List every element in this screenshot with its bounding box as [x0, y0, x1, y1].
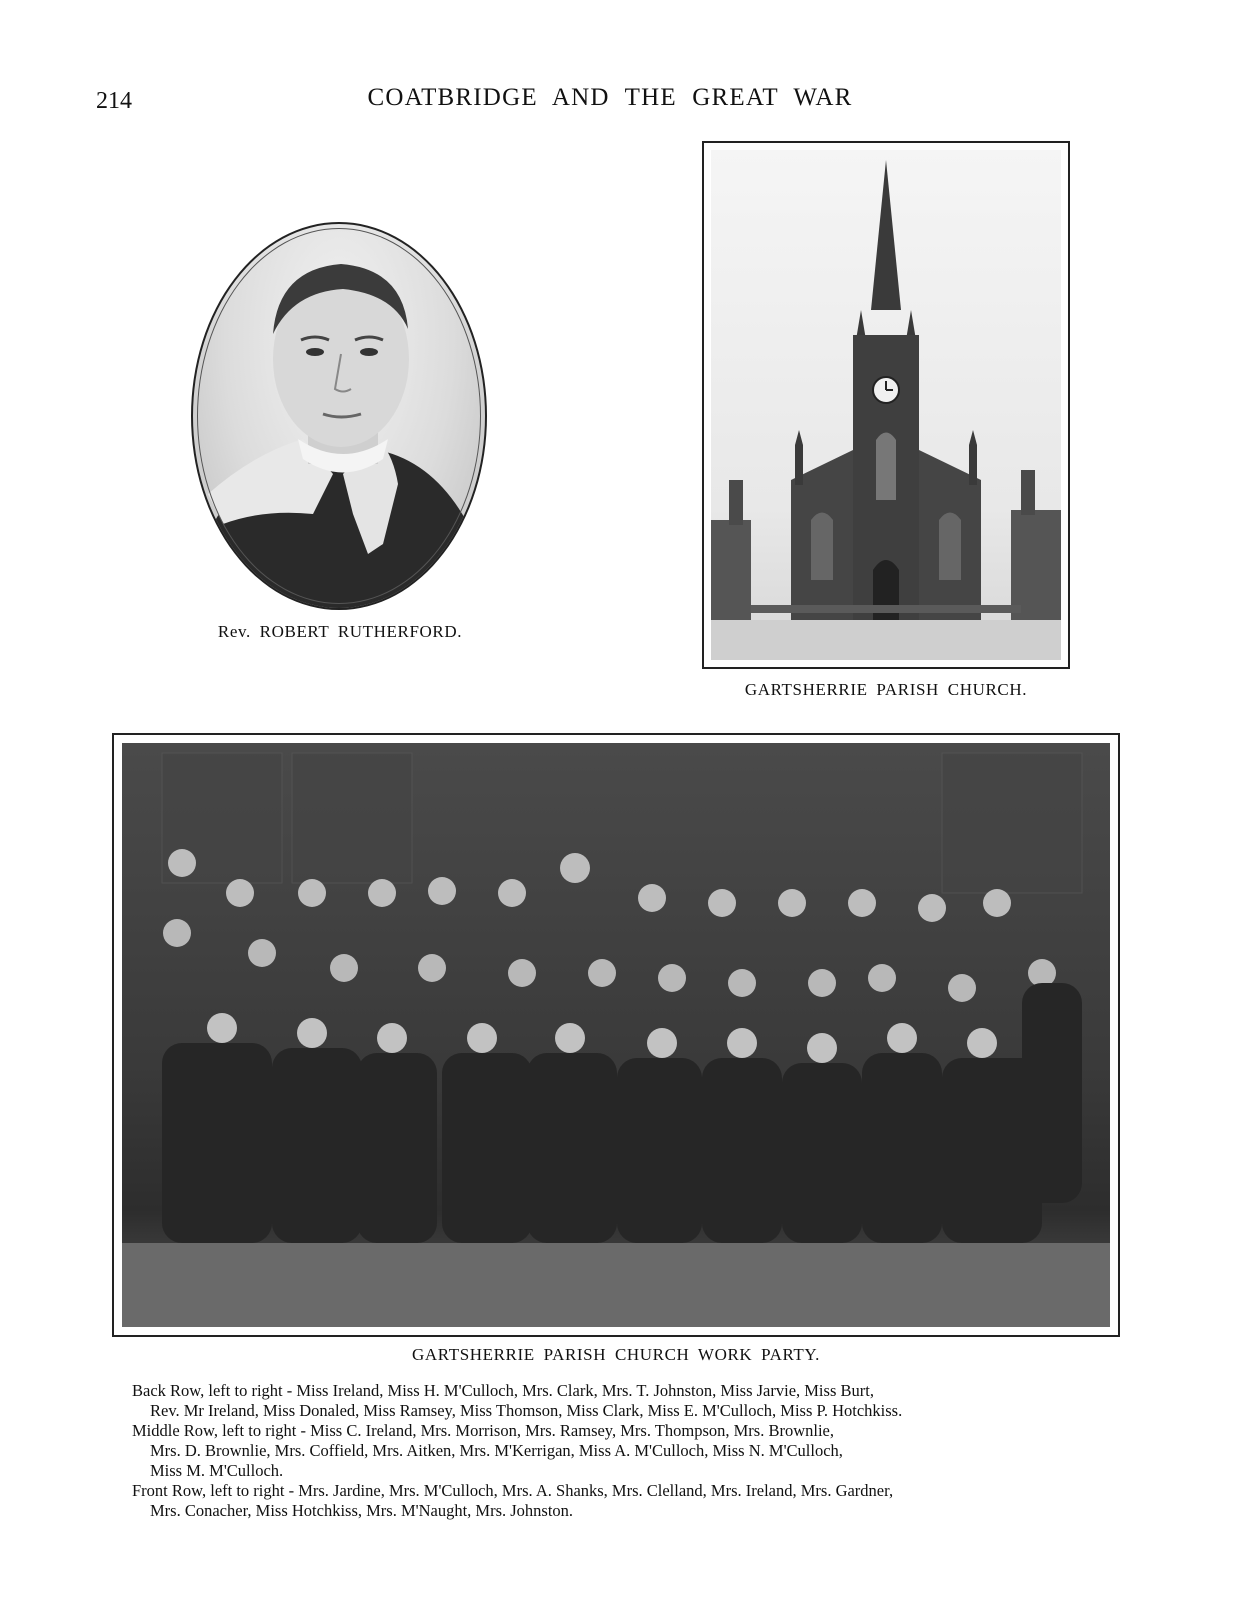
group-photo	[122, 743, 1110, 1327]
portrait-illustration	[193, 224, 487, 610]
middle-row-line-1: Middle Row, left to right - Miss C. Ireland, Mrs. Morrison, Mrs. Ramsey, Mrs. Thompson, Mrs. Brownlie,	[132, 1421, 834, 1440]
portrait-caption: Rev. ROBERT RUTHERFORD.	[217, 622, 463, 641]
running-head: COATBRIDGE AND THE GREAT WAR	[367, 84, 853, 111]
group-photo-figure	[112, 733, 1120, 1337]
back-row-line-2: Rev. Mr Ireland, Miss Donaled, Miss Ramsey, Miss Thomson, Miss Clark, Miss E. M'Culloch, Miss P. Hotchkiss.	[150, 1401, 903, 1420]
church-illustration	[711, 150, 1061, 660]
church-figure	[702, 141, 1070, 669]
church-photo	[711, 150, 1061, 660]
front-row-line-1: Front Row, left to right - Mrs. Jardine, Mrs. M'Culloch, Mrs. A. Shanks, Mrs. Clelland, Mrs. Ireland, Mrs. Gardner,	[132, 1481, 894, 1500]
group-illustration	[122, 743, 1110, 1327]
middle-row-line-2: Mrs. D. Brownlie, Mrs. Coffield, Mrs. Aitken, Mrs. M'Kerrigan, Miss A. M'Culloch, Miss N. M'Culloch,	[150, 1441, 843, 1460]
church-caption: GARTSHERRIE PARISH CHURCH.	[744, 680, 1028, 699]
back-row-line-1: Back Row, left to right - Miss Ireland, Miss H. M'Culloch, Mrs. Clark, Mrs. T. Johnston, Miss Jarvie, Miss Burt,	[132, 1381, 874, 1400]
names-list	[132, 1381, 1112, 1521]
portrait-figure	[191, 222, 487, 610]
group-caption: GARTSHERRIE PARISH CHURCH WORK PARTY.	[412, 1345, 820, 1364]
portrait-photo	[191, 222, 487, 610]
front-row-line-2: Mrs. Conacher, Miss Hotchkiss, Mrs. M'Naught, Mrs. Johnston.	[150, 1501, 574, 1520]
page-number: 214	[96, 88, 132, 114]
middle-row-line-3: Miss M. M'Culloch.	[150, 1461, 284, 1480]
